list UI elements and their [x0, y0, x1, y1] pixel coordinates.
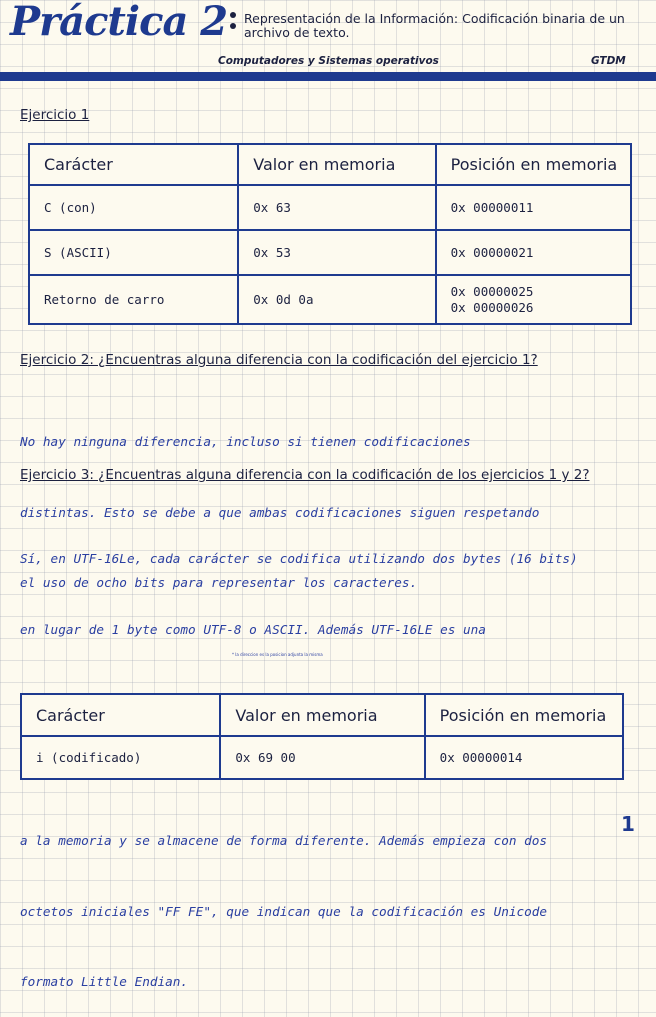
column-header: Valor en memoria	[220, 694, 424, 736]
exercise-2-heading: Ejercicio 2: ¿Encuentras alguna diferencia con la codificación del ejercicio 1?	[20, 352, 538, 368]
memory-value-cell: 0x 0d 0a	[238, 275, 435, 324]
page-number: 1	[621, 812, 635, 836]
exercise-1-table	[28, 143, 632, 325]
tiny-footnote: * la direccion es la posicion adjunta la misma	[232, 652, 323, 657]
memory-position-line: 0x 00000026	[450, 299, 534, 315]
exercise-3-table	[20, 693, 624, 780]
memory-value-cell: 0x 53	[238, 230, 435, 275]
answer-line: No hay ninguna diferencia, incluso si tienen codificaciones	[20, 434, 471, 449]
table-row	[21, 736, 623, 779]
exercise-3-heading: Ejercicio 3: ¿Encuentras alguna diferencia con la codificación de los ejercicios 1 y 2?	[20, 467, 590, 483]
table-header-row	[21, 694, 623, 736]
answer-line: formato Little Endian.	[20, 974, 189, 989]
header-divider-bar	[0, 72, 656, 81]
answer-line: a la memoria y se almacene de forma diferente. Además empieza con dos	[20, 833, 548, 848]
table-row	[29, 230, 631, 275]
answer-line: en lugar de 1 byte como UTF-8 o ASCII. Además UTF-16LE es una	[20, 621, 486, 637]
memory-position-cell	[436, 275, 631, 324]
memory-position-cell: 0x 00000011	[436, 185, 631, 230]
course-name: Computadores y Sistemas operativos	[218, 55, 439, 67]
answer-line: Sí, en UTF-16Le, cada carácter se codifica utilizando dos bytes (16 bits)	[20, 551, 578, 566]
character-cell: C (con)	[29, 185, 238, 230]
column-header: Posición en memoria	[425, 694, 623, 736]
exercise-1-heading: Ejercicio 1	[20, 107, 90, 123]
page-title: Práctica 2	[10, 0, 228, 45]
table-row	[29, 275, 631, 324]
answer-line: el uso de ocho bits para representar los caracteres.	[20, 575, 418, 590]
colon-separator	[230, 12, 236, 34]
answer-line: octetos iniciales "FF FE", que indican que la codificación es Unicode	[20, 903, 548, 919]
memory-position-cell: 0x 00000014	[425, 736, 623, 779]
memory-value-cell: 0x 69 00	[220, 736, 424, 779]
column-header: Posición en memoria	[436, 144, 631, 185]
memory-position-line: 0x 00000025	[450, 283, 534, 299]
table-row	[29, 185, 631, 230]
column-header: Carácter	[29, 144, 238, 185]
column-header: Carácter	[21, 694, 220, 736]
answer-line: distintas. Esto se debe a que ambas codificaciones siguen respetando	[20, 504, 540, 520]
column-header: Valor en memoria	[238, 144, 435, 185]
character-cell: Retorno de carro	[29, 275, 238, 324]
memory-position-cell: 0x 00000021	[436, 230, 631, 275]
table-header-row	[29, 144, 631, 185]
character-cell: i (codificado)	[21, 736, 220, 779]
memory-value-cell: 0x 63	[238, 185, 435, 230]
author-initials: GTDM	[591, 55, 626, 67]
character-cell: S (ASCII)	[29, 230, 238, 275]
page-subtitle: Representación de la Información: Codificación binaria de un archivo de texto.	[244, 11, 625, 40]
